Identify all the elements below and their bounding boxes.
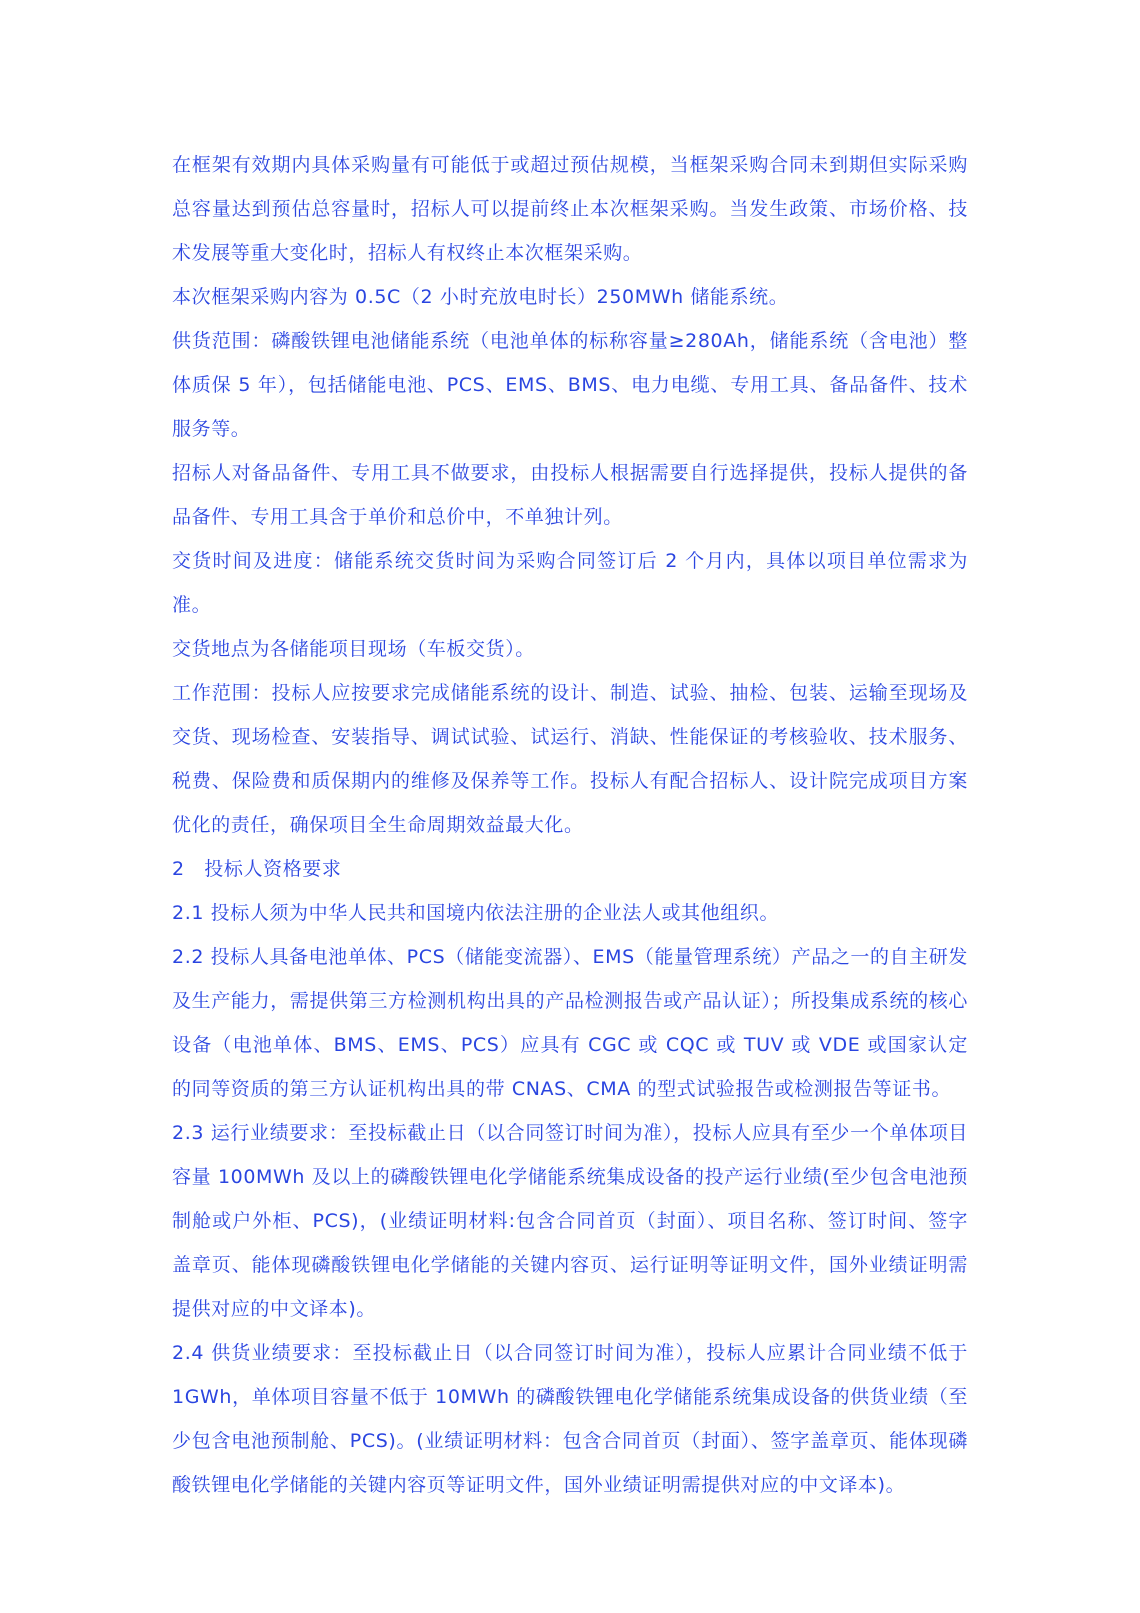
paragraph-spare-parts: 招标人对备品备件、专用工具不做要求，由投标人根据需要自行选择提供，投标人提供的备品备件、专用工具含于单价和总价中，不单独计列。: [172, 462, 968, 528]
paragraph-2-3-operation-performance: 2.3 运行业绩要求：至投标截止日（以合同签订时间为准），投标人应具有至少一个单体项目容量 100MWh 及以上的磷酸铁锂电化学储能系统集成设备的投产运行业绩(至少包含电池预制舱或户外柜、PCS)，(业绩证明材料:包含合同首页（封面）、项目名称、签订时间、签字盖章页、能体现磷酸铁锂电化学储能的关键内容页、运行证明等证明文件，国外业绩证明需提供对应的中文译本)。: [172, 1122, 968, 1320]
paragraph-delivery-location: 交货地点为各储能项目现场（车板交货）。: [172, 638, 535, 660]
paragraph-work-scope: 工作范围：投标人应按要求完成储能系统的设计、制造、试验、抽检、包装、运输至现场及交货、现场检查、安装指导、调试试验、试运行、消缺、性能保证的考核验收、技术服务、税费、保险费和质保期内的维修及保养等工作。投标人有配合招标人、设计院完成项目方案优化的责任，确保项目全生命周期效益最大化。: [172, 682, 968, 836]
paragraph-2-2-capability: 2.2 投标人具备电池单体、PCS（储能变流器）、EMS（能量管理系统）产品之一的自主研发及生产能力，需提供第三方检测机构出具的产品检测报告或产品认证）；所投集成系统的核心设备（电池单体、BMS、EMS、PCS）应具有 CGC 或 CQC 或 TUV 或 VDE 或国家认定的同等资质的第三方认证机构出具的带 CNAS、CMA 的型式试验报告或检测报告等证书。: [172, 946, 969, 1100]
paragraph-2-4-supply-performance: 2.4 供货业绩要求：至投标截止日（以合同签订时间为准），投标人应累计合同业绩不低于 1GWh，单体项目容量不低于 10MWh 的磷酸铁锂电化学储能系统集成设备的供货业绩（至少包含电池预制舱、PCS)。(业绩证明材料：包含合同首页（封面）、签字盖章页、能体现磷酸铁锂电化学储能的关键内容页等证明文件，国外业绩证明需提供对应的中文译本)。: [172, 1342, 968, 1496]
paragraph-procurement-content: 本次框架采购内容为 0.5C（2 小时充放电时长）250MWh 储能系统。: [172, 286, 789, 308]
section-heading-bidder-qualification: 2 投标人资格要求: [172, 858, 342, 880]
paragraph-2-1-legal-entity: 2.1 投标人须为中华人民共和国境内依法注册的企业法人或其他组织。: [172, 902, 780, 924]
paragraph-delivery-time: 交货时间及进度：储能系统交货时间为采购合同签订后 2 个月内，具体以项目单位需求为准。: [172, 550, 968, 616]
paragraph-framework-term: 在框架有效期内具体采购量有可能低于或超过预估规模，当框架采购合同未到期但实际采购总容量达到预估总容量时，招标人可以提前终止本次框架采购。当发生政策、市场价格、技术发展等重大变化时，招标人有权终止本次框架采购。: [172, 154, 968, 264]
document-body: [172, 143, 968, 1507]
paragraph-supply-scope: 供货范围：磷酸铁锂电池储能系统（电池单体的标称容量≥280Ah，储能系统（含电池）整体质保 5 年），包括储能电池、PCS、EMS、BMS、电力电缆、专用工具、备品备件、技术服务等。: [172, 330, 968, 440]
